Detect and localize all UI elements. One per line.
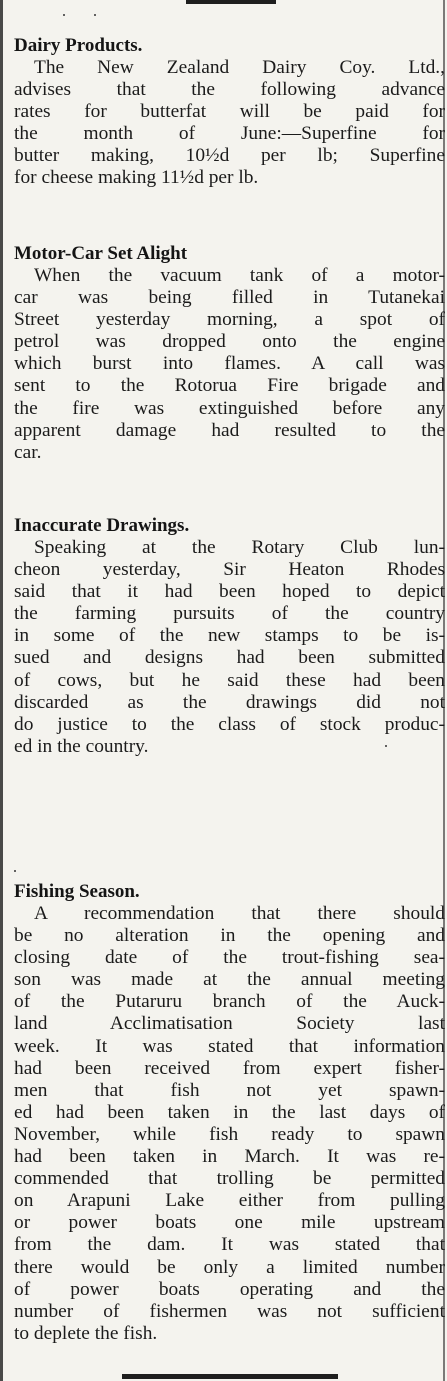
article-line: of power boats operating and the (14, 1278, 445, 1300)
article-line: ed in the country. (14, 735, 149, 757)
article-line: number of fishermen was not sufficient (14, 1300, 445, 1322)
article-heading: Fishing Season. (14, 881, 140, 902)
article-line: sent to the Rotorua Fire brigade and (14, 375, 445, 397)
article-line: When the vacuum tank of a motor- (34, 265, 445, 286)
article-heading: Dairy Products. (14, 35, 143, 56)
article-line: of cows, but he said these had been (14, 669, 445, 691)
top-divider-rule (186, 0, 276, 4)
article-line: closing date of the trout-fishing sea- (14, 947, 445, 969)
article-inaccurate-drawings (14, 514, 445, 758)
article-heading: Inaccurate Drawings. (14, 515, 190, 536)
article-line: sued and designs had been submitted (14, 647, 445, 669)
article-body (14, 265, 445, 464)
article-line: there would be only a limited number (14, 1256, 445, 1278)
article-line: discarded as the drawings did not (14, 691, 445, 713)
article-heading: Motor-Car Set Alight (14, 243, 188, 264)
article-line: the fire was extinguished before any (14, 397, 445, 419)
article-line: Speaking at the Rotary Club lun- (34, 537, 445, 558)
article-motor-car-set-alight (14, 242, 445, 464)
article-line: the farming pursuits of the country (14, 603, 445, 625)
bottom-divider-rule (122, 1374, 338, 1379)
article-line: men that fish not yet spawn- (14, 1079, 445, 1101)
article-line: from the dam. It was stated that (14, 1234, 445, 1256)
article-body (14, 537, 445, 758)
article-line: son was made at the annual meeting (14, 969, 445, 991)
article-line: commended that trolling be permitted (14, 1168, 445, 1190)
article-line: land Acclimatisation Society last (14, 1013, 445, 1035)
article-line: for cheese making 11½d per lb. (14, 167, 259, 189)
article-line: apparent damage had resulted to the (14, 419, 445, 441)
article-line: to deplete the fish. (14, 1322, 158, 1344)
article-line: had been received from expert fisher- (14, 1057, 445, 1079)
article-line: of the Putaruru branch of the Auck- (14, 991, 445, 1013)
article-dairy-products (14, 34, 445, 190)
article-line: on Arapuni Lake either from pulling (14, 1190, 445, 1212)
article-line: the month of June:—Superfine for (14, 123, 445, 145)
article-line: rates for butterfat will be paid for (14, 101, 445, 123)
article-line: butter making, 10½d per lb; Superfine (14, 145, 445, 167)
print-speck (63, 14, 65, 16)
print-speck (14, 870, 16, 872)
article-line: in some of the new stamps to be is- (14, 625, 445, 647)
column-border-left (0, 0, 3, 1381)
article-line: week. It was stated that information (14, 1035, 445, 1057)
article-line: or power boats one mile upstream (14, 1212, 445, 1234)
article-line: be no alteration in the opening and (14, 925, 445, 947)
article-line: had been taken in March. It was re- (14, 1146, 445, 1168)
article-line: cheon yesterday, Sir Heaton Rhodes (14, 559, 445, 581)
article-line: A recommendation that there should (34, 903, 445, 924)
article-line: advises that the following advance (14, 79, 445, 101)
print-speck (94, 14, 96, 16)
article-line: Street yesterday morning, a spot of (14, 309, 445, 331)
article-line: car. (14, 441, 42, 463)
article-line: do justice to the class of stock produc- (14, 713, 445, 735)
article-line: The New Zealand Dairy Coy. Ltd., (34, 57, 445, 78)
article-line: car was being filled in Tutanekai (14, 287, 445, 309)
article-line: November, while fish ready to spawn (14, 1123, 445, 1145)
article-line: said that it had been hoped to depict (14, 581, 445, 603)
article-fishing-season (14, 880, 445, 1345)
article-line: ed had been taken in the last days of (14, 1101, 445, 1123)
article-body (14, 903, 445, 1345)
article-line: which burst into flames. A call was (14, 353, 445, 375)
article-line: petrol was dropped onto the engine (14, 331, 445, 353)
article-body (14, 57, 445, 190)
